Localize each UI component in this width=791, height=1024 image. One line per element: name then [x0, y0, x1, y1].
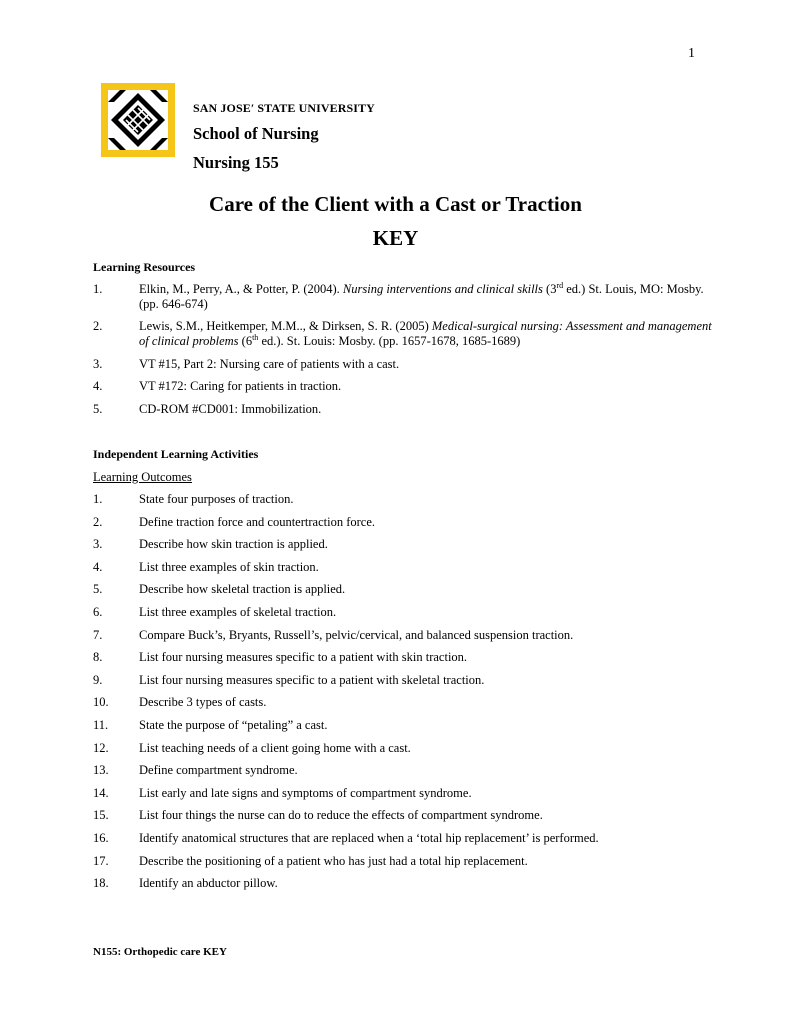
- outcome-item: [93, 786, 713, 801]
- outcome-text: Describe 3 types of casts.: [139, 695, 267, 710]
- outcome-item: [93, 763, 713, 778]
- outcome-text: List teaching needs of a client going home with a cast.: [139, 740, 411, 755]
- resource-number: 1.: [93, 282, 103, 296]
- outcome-item: [93, 650, 713, 665]
- outcome-text: List three examples of skeletal traction.: [139, 605, 337, 619]
- outcome-text: Identify anatomical structures that are replaced when a ‘total hip replacement’ is performed.: [139, 831, 599, 845]
- outcome-text: List four nursing measures specific to a patient with skeletal traction.: [139, 672, 485, 687]
- outcome-text: Identify an abductor pillow.: [139, 876, 278, 891]
- outcome-item: [93, 718, 713, 733]
- resource-number: 2.: [93, 319, 103, 333]
- outcome-item: [93, 673, 713, 688]
- independent-activities-heading: Independent Learning Activities: [93, 447, 259, 461]
- page-footer: N155: Orthopedic care KEY: [93, 946, 227, 958]
- outcome-item: [93, 808, 713, 823]
- outcome-item: [93, 582, 713, 597]
- outcome-item: [93, 628, 713, 643]
- resource-text: VT #15, Part 2: Nursing care of patients with a cast.: [139, 357, 400, 371]
- outcome-number: 10.: [93, 695, 109, 710]
- outcome-text: Define traction force and countertraction force.: [139, 514, 375, 529]
- course-name: Nursing 155: [193, 153, 279, 172]
- resource-item: [93, 402, 713, 417]
- outcome-number: 15.: [93, 808, 109, 823]
- outcome-number: 8.: [93, 650, 103, 665]
- outcome-number: 3.: [93, 537, 103, 552]
- outcome-item: [93, 515, 713, 530]
- outcome-item: [93, 605, 713, 620]
- outcome-item: [93, 695, 713, 710]
- outcome-item: [93, 741, 713, 756]
- resource-item: [93, 379, 713, 394]
- outcome-number: 11.: [93, 718, 109, 732]
- outcome-item: [93, 876, 713, 891]
- outcome-number: 4.: [93, 559, 103, 574]
- resource-number: 3.: [93, 357, 103, 371]
- outcome-number: 18.: [93, 876, 109, 891]
- outcome-text: Define compartment syndrome.: [139, 763, 298, 778]
- resource-citation: Elkin, M., Perry, A., & Potter, P. (2004). Nursing interventions and clinical skills (3rd ed.) St. Louis, MO: Mosby. (pp. 646-674): [139, 280, 704, 311]
- outcome-number: 5.: [93, 582, 103, 597]
- outcome-number: 2.: [93, 514, 103, 529]
- outcome-text: State the purpose of “petaling” a cast.: [139, 718, 328, 732]
- outcome-text: Describe the positioning of a patient who has just had a total hip replacement.: [139, 853, 528, 868]
- outcome-number: 9.: [93, 672, 103, 687]
- outcome-number: 13.: [93, 763, 109, 778]
- outcome-number: 6.: [93, 605, 103, 619]
- outcome-item: [93, 492, 713, 507]
- university-logo: [101, 83, 175, 157]
- resource-citation: Lewis, S.M., Heitkemper, M.M.., & Dirksen, S. R. (2005) Medical-surgical nursing: Assessment and management of clinical problems (6th ed.). St. Louis: Mosby. (pp. 1657-1678, 1685-1689): [139, 319, 712, 348]
- outcome-text: Describe how skeletal traction is applied.: [139, 582, 346, 597]
- outcome-number: 7.: [93, 627, 103, 642]
- outcome-text: State four purposes of traction.: [139, 492, 294, 506]
- resource-number: 4.: [93, 379, 103, 393]
- learning-outcomes-label: Learning Outcomes: [93, 470, 192, 484]
- outcome-number: 17.: [93, 853, 109, 868]
- outcome-item: [93, 537, 713, 552]
- outcome-number: 16.: [93, 831, 109, 845]
- outcome-number: 14.: [93, 785, 109, 800]
- outcome-number: 12.: [93, 740, 109, 755]
- resource-item: [93, 357, 713, 372]
- outcome-text: Describe how skin traction is applied.: [139, 537, 328, 552]
- resource-item: [93, 319, 713, 349]
- outcome-text: List early and late signs and symptoms of compartment syndrome.: [139, 785, 472, 800]
- document-title: Care of the Client with a Cast or Traction: [209, 192, 582, 216]
- page-number: 1: [688, 46, 695, 61]
- outcome-number: 1.: [93, 492, 103, 506]
- outcome-text: List three examples of skin traction.: [139, 559, 319, 574]
- outcome-text: List four nursing measures specific to a patient with skin traction.: [139, 650, 468, 665]
- outcome-text: List four things the nurse can do to reduce the effects of compartment syndrome.: [139, 808, 543, 823]
- university-name: SAN JOSE′ STATE UNIVERSITY: [193, 101, 375, 115]
- outcome-text: Compare Buck’s, Bryants, Russell’s, pelvic/cervical, and balanced suspension traction.: [139, 627, 574, 642]
- resource-item: [93, 282, 713, 312]
- outcome-item: [93, 854, 713, 869]
- resource-text: VT #172: Caring for patients in traction.: [139, 379, 342, 393]
- school-name: School of Nursing: [193, 124, 319, 143]
- learning-resources-heading: Learning Resources: [93, 260, 196, 274]
- resource-text: CD-ROM #CD001: Immobilization.: [139, 402, 322, 416]
- outcome-item: [93, 831, 713, 846]
- resource-number: 5.: [93, 402, 103, 416]
- document-subtitle: KEY: [372, 226, 419, 250]
- outcome-item: [93, 560, 713, 575]
